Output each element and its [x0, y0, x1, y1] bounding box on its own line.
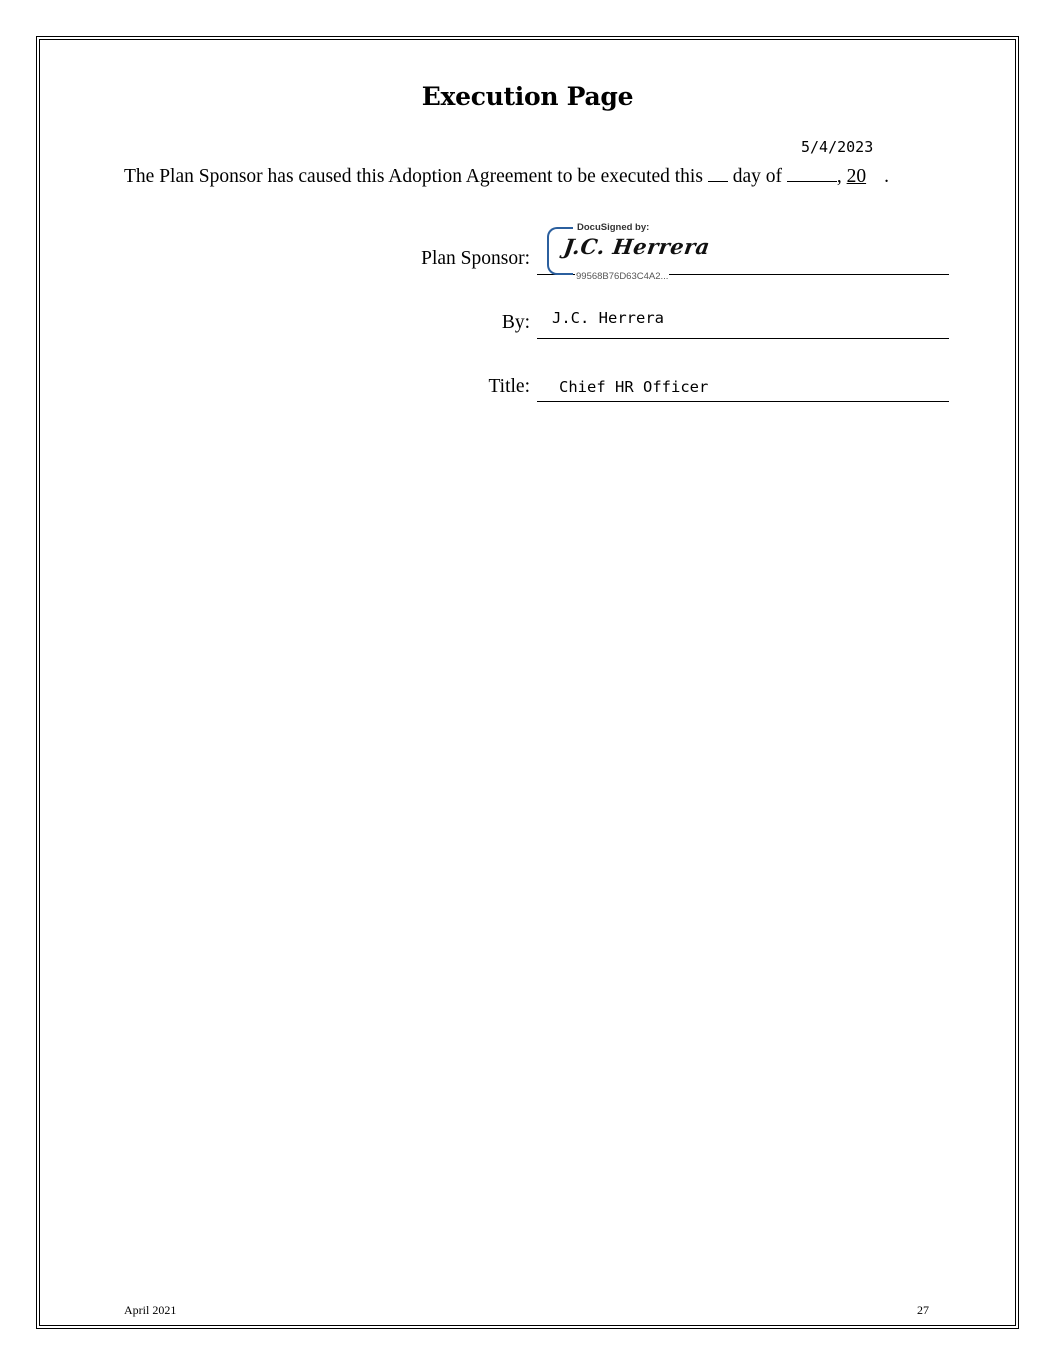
statement-day-of: day of	[732, 166, 782, 187]
plan-sponsor-label: Plan Sponsor:	[421, 248, 530, 269]
docusign-envelope-id: 99568B76D63C4A2...	[576, 271, 669, 282]
statement-period: .	[884, 166, 889, 187]
signed-date-stamp: 5/4/2023	[801, 138, 874, 156]
handwritten-signature: J.C. Herrera	[562, 234, 712, 259]
by-label: By:	[501, 312, 530, 333]
execution-statement	[124, 165, 944, 188]
by-value[interactable]: J.C. Herrera	[552, 309, 664, 327]
statement-comma: ,	[836, 166, 842, 187]
day-blank[interactable]	[708, 165, 728, 182]
title-line	[537, 401, 949, 402]
month-blank[interactable]	[787, 165, 837, 182]
title-value[interactable]: Chief HR Officer	[559, 378, 709, 396]
docusign-header: DocuSigned by:	[577, 222, 650, 233]
page-border-inner	[39, 39, 1016, 1326]
footer-page-number: 27	[917, 1303, 929, 1317]
statement-prefix: The Plan Sponsor has caused this Adoption Agreement to be executed this	[124, 166, 703, 187]
page-title: Execution Page	[421, 82, 634, 111]
footer-date: April 2021	[124, 1303, 177, 1317]
title-label: Title:	[488, 376, 530, 397]
year-blank[interactable]: 20	[846, 166, 867, 187]
docusign-signature-box[interactable]	[546, 222, 712, 282]
by-line	[537, 338, 949, 339]
